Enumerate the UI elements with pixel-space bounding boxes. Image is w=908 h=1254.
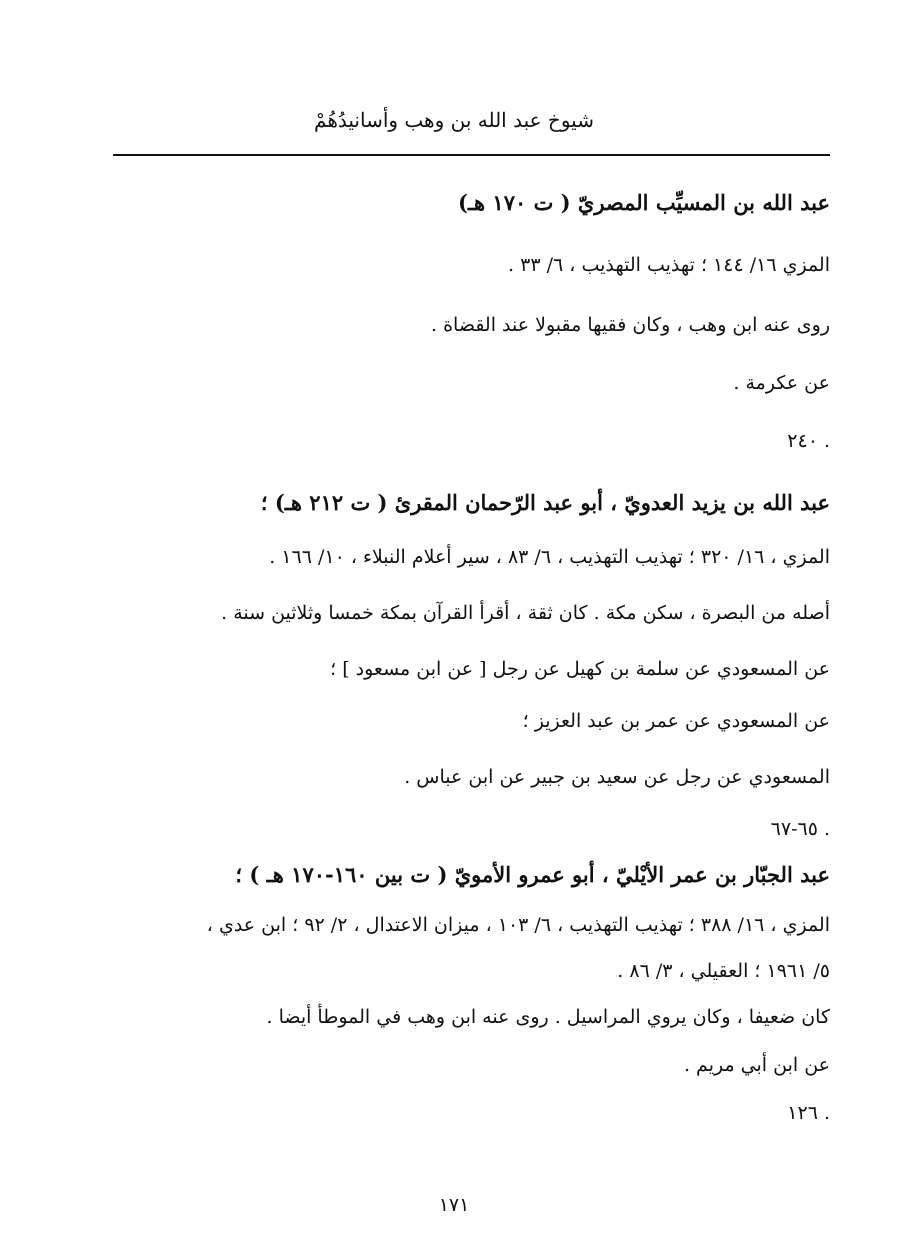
entry-line: . ٦٥-٦٧ <box>770 818 830 840</box>
entry-line: عن ابن أبي مريم . <box>683 1054 830 1076</box>
entry-title: عبد الجبّار بن عمر الأيْليّ ، أبو عمرو الأمويّ ( ت بين ١٦٠-١٧٠ هـ ) ؛ <box>235 862 830 887</box>
entry-title: عبد الله بن المسيِّب المصريّ ( ت ١٧٠ هـ) <box>457 190 830 215</box>
entry-line: أصله من البصرة ، سكن مكة . كان ثقة ، أقرأ القرآن بمكة خمسا وثلاثين سنة . <box>221 602 830 624</box>
entry-line: عن المسعودي عن عمر بن عبد العزيز ؛ <box>522 710 830 732</box>
entry-line: المزي ١٦/ ١٤٤ ؛ تهذيب التهذيب ، ٦/ ٣٣ . <box>508 254 830 276</box>
entry-line: عن المسعودي عن سلمة بن كهيل عن رجل [ عن ابن مسعود ] ؛ <box>330 658 830 680</box>
entry-line: . ١٢٦ <box>787 1102 830 1124</box>
entry-title: عبد الله بن يزيد العدويّ ، أبو عبد الرّحمان المقرئ ( ت ٢١٢ هـ) ؛ <box>260 490 830 515</box>
entry-line: المسعودي عن رجل عن سعيد بن جبير عن ابن عباس . <box>404 766 830 788</box>
entry-line: . ٢٤٠ <box>787 430 830 452</box>
entry-line: المزي ، ١٦/ ٣٨٨ ؛ تهذيب التهذيب ، ٦/ ١٠٣ ، ميزان الاعتدال ، ٢/ ٩٢ ؛ ابن عدي ، <box>206 914 830 936</box>
entry-line: المزي ، ١٦/ ٣٢٠ ؛ تهذيب التهذيب ، ٦/ ٨٣ ، سير أعلام النبلاء ، ١٠/ ١٦٦ . <box>269 546 830 568</box>
header-rule <box>113 154 830 156</box>
entry-line: عن عكرمة . <box>733 372 830 394</box>
running-header: شيوخ عبد الله بن وهب وأسانيدُهُمْ <box>314 108 594 132</box>
page-number: ١٧١ <box>438 1194 470 1216</box>
entry-line: روى عنه ابن وهب ، وكان فقيها مقبولا عند القضاة . <box>431 314 830 336</box>
entry-line: ٥/ ١٩٦١ ؛ العقيلي ، ٣/ ٨٦ . <box>617 960 830 982</box>
entry-line: كان ضعيفا ، وكان يروي المراسيل . روى عنه ابن وهب في الموطأ أيضا . <box>266 1006 830 1028</box>
